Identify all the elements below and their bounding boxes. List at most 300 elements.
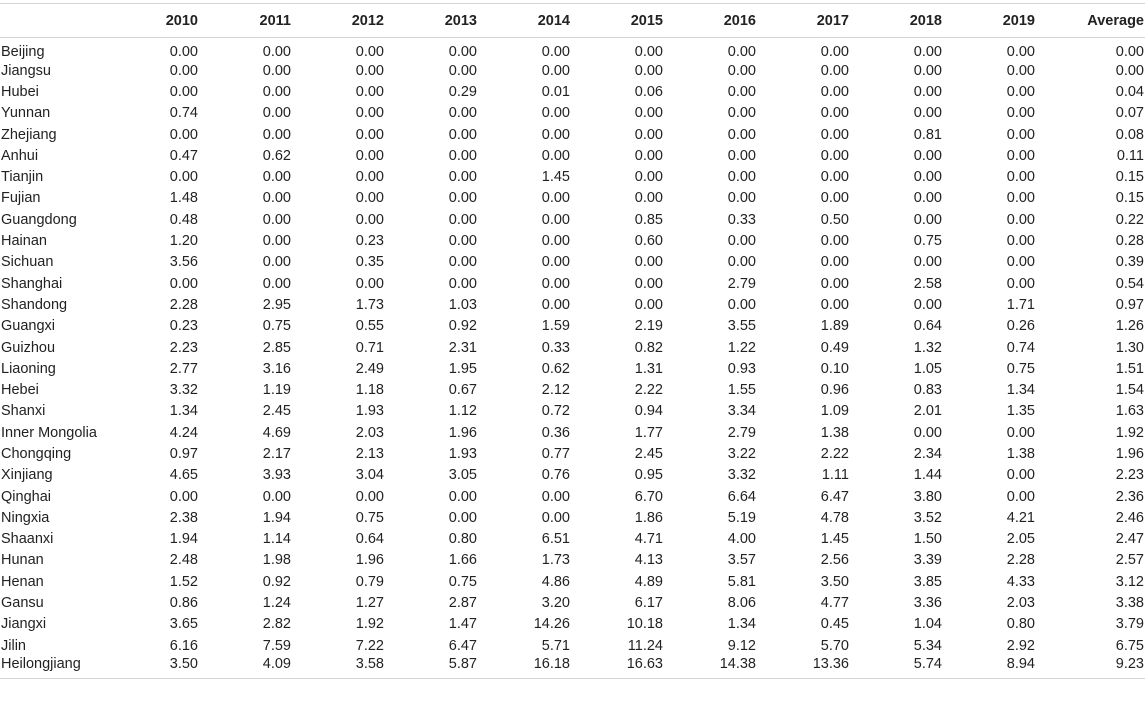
column-header: 2017: [761, 4, 854, 38]
table-cell: 0.95: [634, 467, 663, 484]
table-cell: 0.07: [1115, 105, 1144, 122]
table-cell: 1.48: [169, 190, 198, 207]
table-cell: 0.62: [262, 147, 291, 164]
column-header: 2018: [854, 4, 947, 38]
table-cell: 2.95: [262, 296, 291, 313]
table-cell: 1.44: [913, 467, 942, 484]
table-cell: 1.55: [727, 382, 756, 399]
table-cell: 1.38: [820, 424, 849, 441]
table-cell: 0.00: [355, 147, 384, 164]
row-label: Anhui: [1, 147, 39, 164]
table-cell: 2.23: [169, 339, 198, 356]
table-cell: 0.92: [262, 573, 291, 590]
table-cell: 2.19: [634, 318, 663, 335]
table-cell: 2.45: [262, 403, 291, 420]
table-row: [0, 188, 1145, 209]
table-cell: 6.64: [727, 488, 756, 505]
table-cell: 0.00: [820, 275, 849, 292]
table-cell: 4.09: [203, 656, 296, 679]
row-label: Qinghai: [1, 488, 51, 505]
table-cell: 0.00: [820, 233, 849, 250]
table-cell: 5.34: [913, 637, 942, 654]
table-cell: 0.00: [727, 147, 756, 164]
table-cell: 0.35: [355, 254, 384, 271]
table-cell: 0.00: [262, 233, 291, 250]
table-cell: 1.59: [541, 318, 570, 335]
row-label: Hainan: [1, 233, 47, 250]
table-row: [0, 379, 1145, 400]
table-cell: 13.36: [761, 656, 854, 679]
table-row: [0, 465, 1145, 486]
table-cell: 4.33: [1006, 573, 1035, 590]
row-label: Beijing: [1, 44, 45, 60]
table-cell: 0.00: [169, 44, 198, 60]
table-cell: 3.50: [110, 656, 203, 679]
table-cell: 6.47: [820, 488, 849, 505]
row-label: Fujian: [1, 190, 41, 207]
table-cell: 0.00: [634, 105, 663, 122]
table-row: [0, 252, 1145, 273]
table-row: [0, 486, 1145, 507]
table-cell: 3.05: [448, 467, 477, 484]
table-cell: 9.12: [727, 637, 756, 654]
table-cell: 1.45: [820, 531, 849, 548]
table-cell: 0.00: [355, 275, 384, 292]
table-cell: 1.34: [169, 403, 198, 420]
table-cell: 2.22: [634, 382, 663, 399]
table-cell: 1.24: [262, 595, 291, 612]
table-cell: 0.00: [169, 275, 198, 292]
table-cell: 0.00: [634, 44, 663, 60]
table-cell: 3.20: [541, 595, 570, 612]
table-cell: 0.00: [727, 296, 756, 313]
table-cell: 0.33: [541, 339, 570, 356]
table-cell: 0.00: [820, 169, 849, 186]
table-cell: 1.32: [913, 339, 942, 356]
table-cell: 0.00: [262, 83, 291, 100]
table-cell: 2.31: [448, 339, 477, 356]
table-cell: 1.73: [355, 296, 384, 313]
table-cell: 0.23: [169, 318, 198, 335]
table-cell: 0.00: [820, 254, 849, 271]
table-cell: 10.18: [626, 616, 663, 633]
table-cell: 1.63: [1115, 403, 1144, 420]
table-cell: 2.56: [820, 552, 849, 569]
table-cell: 0.00: [1006, 467, 1035, 484]
table-cell: 0.00: [541, 296, 570, 313]
table-cell: 16.18: [482, 656, 575, 679]
table-cell: 0.47: [169, 147, 198, 164]
table-cell: 1.92: [355, 616, 384, 633]
table-cell: 2.28: [169, 296, 198, 313]
row-label: Hubei: [1, 83, 39, 100]
table-row: [0, 401, 1145, 422]
table-cell: 3.79: [1115, 616, 1144, 633]
table-cell: 8.06: [727, 595, 756, 612]
table-cell: 0.49: [820, 339, 849, 356]
table-cell: 0.00: [448, 254, 477, 271]
table-cell: 0.74: [169, 105, 198, 122]
table-row: [0, 124, 1145, 145]
table-cell: 2.17: [262, 445, 291, 462]
table-cell: 0.00: [727, 169, 756, 186]
row-label: Shanxi: [1, 403, 46, 420]
table-cell: 0.00: [262, 275, 291, 292]
column-header: 2016: [668, 4, 761, 38]
column-header: 2012: [296, 4, 389, 38]
table-row: [0, 60, 1145, 81]
table-cell: 3.93: [262, 467, 291, 484]
column-header: 2014: [482, 4, 575, 38]
table-cell: 2.79: [727, 424, 756, 441]
table-cell: 0.00: [820, 296, 849, 313]
table-cell: 0.00: [634, 169, 663, 186]
table-cell: 3.32: [727, 467, 756, 484]
table-cell: 0.00: [727, 126, 756, 143]
data-table: [0, 3, 1145, 679]
table-cell: 1.38: [1006, 445, 1035, 462]
table-cell: 0.92: [448, 318, 477, 335]
table-cell: 8.94: [947, 656, 1040, 679]
row-label: Zhejiang: [1, 126, 57, 143]
table-cell: 4.78: [820, 509, 849, 526]
table-cell: 2.23: [1115, 467, 1144, 484]
table-row: [0, 358, 1145, 379]
table-cell: 3.39: [913, 552, 942, 569]
table-cell: 0.00: [1006, 126, 1035, 143]
table-cell: 0.39: [1115, 254, 1144, 271]
table-header: [0, 4, 1145, 38]
table-cell: 0.00: [169, 169, 198, 186]
table-cell: 0.00: [913, 147, 942, 164]
table-cell: 1.96: [355, 552, 384, 569]
table-cell: 0.79: [355, 573, 384, 590]
table-cell: 0.00: [1006, 190, 1035, 207]
table-cell: 0.64: [913, 318, 942, 335]
table-cell: 9.23: [1040, 656, 1145, 679]
table-cell: 0.00: [727, 254, 756, 271]
table-cell: 0.26: [1006, 318, 1035, 335]
table-row: [0, 635, 1145, 656]
table-cell: 0.00: [262, 254, 291, 271]
table-cell: 4.71: [634, 531, 663, 548]
table-cell: 4.65: [169, 467, 198, 484]
table-row: [0, 443, 1145, 464]
table-cell: 0.00: [262, 211, 291, 228]
table-cell: 1.50: [913, 531, 942, 548]
table-cell: 0.00: [820, 83, 849, 100]
table-cell: 1.47: [448, 616, 477, 633]
table-cell: 0.00: [262, 169, 291, 186]
table-cell: 1.66: [448, 552, 477, 569]
column-header: 2011: [203, 4, 296, 38]
table-cell: 0.28: [1115, 233, 1144, 250]
table-cell: 0.00: [541, 62, 570, 79]
table-cell: 7.59: [262, 637, 291, 654]
table-cell: 1.93: [355, 403, 384, 420]
table-cell: 2.45: [634, 445, 663, 462]
table-cell: 0.54: [1115, 275, 1144, 292]
table-row: [0, 273, 1145, 294]
table-cell: 0.00: [355, 105, 384, 122]
table-cell: 0.00: [1115, 44, 1144, 60]
table-cell: 0.00: [634, 126, 663, 143]
table-cell: 0.96: [820, 382, 849, 399]
table-cell: 1.71: [1006, 296, 1035, 313]
row-label: Liaoning: [1, 360, 56, 377]
table-cell: 1.12: [448, 403, 477, 420]
table-cell: 0.64: [355, 531, 384, 548]
table-cell: 0.00: [727, 62, 756, 79]
table-cell: 5.70: [820, 637, 849, 654]
table-cell: 2.01: [913, 403, 942, 420]
table-cell: 0.00: [1006, 488, 1035, 505]
table-cell: 1.94: [262, 509, 291, 526]
table-cell: 4.89: [634, 573, 663, 590]
table-cell: 0.04: [1115, 83, 1144, 100]
table-cell: 0.08: [1115, 126, 1144, 143]
table-cell: 0.67: [448, 382, 477, 399]
table-cell: 0.00: [634, 147, 663, 164]
table-cell: 4.21: [1006, 509, 1035, 526]
table-cell: 0.48: [169, 211, 198, 228]
table-cell: 1.93: [448, 445, 477, 462]
table-cell: 0.00: [169, 126, 198, 143]
table-cell: 0.00: [448, 211, 477, 228]
table-cell: 1.09: [820, 403, 849, 420]
row-label: Shaanxi: [1, 531, 54, 548]
table-cell: 1.03: [448, 296, 477, 313]
table-cell: 0.00: [541, 509, 570, 526]
table-cell: 0.00: [1006, 233, 1035, 250]
row-label: Guangdong: [1, 211, 77, 228]
table-cell: 0.00: [820, 126, 849, 143]
table-cell: 1.52: [169, 573, 198, 590]
table-cell: 4.13: [634, 552, 663, 569]
table-cell: 1.35: [1006, 403, 1035, 420]
table-cell: 0.00: [355, 211, 384, 228]
table-cell: 1.54: [1115, 382, 1144, 399]
table-cell: 0.75: [355, 509, 384, 526]
row-label: Jiangxi: [1, 616, 47, 633]
table-body: [0, 38, 1145, 679]
row-label: Hunan: [1, 552, 44, 569]
table-row: [0, 614, 1145, 635]
table-cell: 2.36: [1115, 488, 1144, 505]
table-cell: 1.30: [1115, 339, 1144, 356]
table-cell: 3.22: [727, 445, 756, 462]
table-cell: 0.00: [820, 44, 849, 60]
table-cell: 1.51: [1115, 360, 1144, 377]
table-row: [0, 103, 1145, 124]
table-cell: 0.00: [913, 211, 942, 228]
column-header: 2015: [575, 4, 668, 38]
table-cell: 0.85: [634, 211, 663, 228]
table-cell: 0.00: [355, 190, 384, 207]
table-cell: 14.38: [668, 656, 761, 679]
table-cell: 3.16: [262, 360, 291, 377]
table-cell: 6.70: [634, 488, 663, 505]
column-header: 2019: [947, 4, 1040, 38]
column-header: 2010: [110, 4, 203, 38]
table-cell: 2.46: [1115, 509, 1144, 526]
table-cell: 3.04: [355, 467, 384, 484]
table-cell: 0.01: [541, 83, 570, 100]
table-cell: 0.00: [262, 105, 291, 122]
table-cell: 0.10: [820, 360, 849, 377]
table-cell: 0.81: [913, 126, 942, 143]
table-cell: 0.93: [727, 360, 756, 377]
row-label: Hebei: [1, 382, 39, 399]
row-label: Guangxi: [1, 318, 56, 335]
table-cell: 4.86: [541, 573, 570, 590]
table-cell: 2.49: [355, 360, 384, 377]
table-cell: 0.00: [448, 147, 477, 164]
row-label: Inner Mongolia: [1, 424, 97, 441]
table-cell: 5.74: [854, 656, 947, 679]
table-cell: 2.58: [913, 275, 942, 292]
table-cell: 1.96: [1115, 445, 1144, 462]
table-cell: 0.15: [1115, 190, 1144, 207]
table-cell: 1.05: [913, 360, 942, 377]
header-corner: [0, 4, 110, 38]
table-row: [0, 294, 1145, 315]
table-row: [0, 592, 1145, 613]
table-cell: 1.11: [821, 467, 849, 484]
table-cell: 0.11: [1116, 147, 1144, 164]
table-cell: 0.00: [913, 254, 942, 271]
table-cell: 4.77: [820, 595, 849, 612]
table-cell: 0.00: [820, 62, 849, 79]
table-cell: 1.92: [1115, 424, 1144, 441]
table-cell: 3.36: [913, 595, 942, 612]
table-cell: 6.17: [634, 595, 663, 612]
table-row: [0, 81, 1145, 102]
table-cell: 0.00: [262, 44, 291, 60]
table-row: [0, 571, 1145, 592]
row-label: Gansu: [1, 595, 44, 612]
table-cell: 3.65: [169, 616, 198, 633]
table-cell: 2.92: [1006, 637, 1035, 654]
table-cell: 3.58: [296, 656, 389, 679]
table-row: [0, 529, 1145, 550]
table-cell: 2.77: [169, 360, 198, 377]
table-cell: 0.00: [355, 62, 384, 79]
table-cell: 0.75: [262, 318, 291, 335]
table-cell: 0.00: [541, 233, 570, 250]
table-cell: 0.00: [727, 44, 756, 60]
table-cell: 0.00: [727, 83, 756, 100]
table-cell: 3.38: [1115, 595, 1144, 612]
row-label: Shandong: [1, 296, 68, 313]
table-row: [0, 337, 1145, 358]
table-cell: 0.77: [541, 445, 570, 462]
table-cell: 0.00: [448, 509, 477, 526]
table-cell: 2.87: [448, 595, 477, 612]
table-cell: 1.20: [169, 233, 198, 250]
table-cell: 1.04: [913, 616, 942, 633]
row-label: Tianjin: [1, 169, 44, 186]
table-cell: 0.00: [913, 62, 942, 79]
table-cell: 0.72: [541, 403, 570, 420]
table-cell: 5.81: [727, 573, 756, 590]
table-cell: 1.96: [448, 424, 477, 441]
table-cell: 0.00: [1006, 62, 1035, 79]
table-cell: 3.52: [913, 509, 942, 526]
table-cell: 0.00: [262, 488, 291, 505]
table-cell: 0.45: [820, 616, 849, 633]
table-cell: 0.00: [355, 126, 384, 143]
table-cell: 0.00: [448, 275, 477, 292]
table-cell: 0.00: [541, 105, 570, 122]
table-cell: 0.00: [913, 296, 942, 313]
table-cell: 0.86: [169, 595, 198, 612]
table-cell: 3.57: [727, 552, 756, 569]
table-cell: 0.00: [1006, 169, 1035, 186]
table-cell: 16.63: [575, 656, 668, 679]
table-cell: 14.26: [533, 616, 570, 633]
table-cell: 0.00: [913, 83, 942, 100]
table-cell: 0.00: [1006, 105, 1035, 122]
table-cell: 0.62: [541, 360, 570, 377]
table-cell: 3.12: [1115, 573, 1144, 590]
table-cell: 0.71: [355, 339, 384, 356]
table-row: [0, 230, 1145, 251]
table-cell: 1.19: [262, 382, 291, 399]
table-row: [0, 145, 1145, 166]
row-label: Xinjiang: [1, 467, 53, 484]
table-cell: 6.47: [448, 637, 477, 654]
table-cell: 0.00: [448, 44, 477, 60]
table-row: [0, 422, 1145, 443]
table-cell: 0.00: [1006, 83, 1035, 100]
table-cell: 0.00: [634, 62, 663, 79]
row-label: Henan: [1, 573, 44, 590]
table-cell: 0.15: [1115, 169, 1144, 186]
table-cell: 0.00: [634, 254, 663, 271]
table-cell: 0.82: [634, 339, 663, 356]
table-cell: 3.34: [727, 403, 756, 420]
table-cell: 2.22: [820, 445, 849, 462]
table-cell: 0.00: [634, 190, 663, 207]
table-cell: 0.00: [448, 62, 477, 79]
table-cell: 3.50: [820, 573, 849, 590]
table-cell: 0.80: [448, 531, 477, 548]
row-label: Yunnan: [1, 105, 51, 122]
table-cell: 6.75: [1115, 637, 1144, 654]
table-cell: 0.00: [169, 83, 198, 100]
table-cell: 3.55: [727, 318, 756, 335]
table-cell: 2.05: [1006, 531, 1035, 548]
table-cell: 1.89: [820, 318, 849, 335]
table-cell: 0.00: [913, 44, 942, 60]
table-cell: 3.56: [169, 254, 198, 271]
table-row: [0, 550, 1145, 571]
table-cell: 0.00: [820, 105, 849, 122]
table-cell: 1.26: [1115, 318, 1144, 335]
table-cell: 0.00: [727, 105, 756, 122]
table-cell: 6.16: [169, 637, 198, 654]
table-cell: 11.24: [627, 637, 663, 654]
table-row: [0, 209, 1145, 230]
table-cell: 0.75: [913, 233, 942, 250]
table-cell: 0.00: [448, 105, 477, 122]
table-cell: 4.69: [262, 424, 291, 441]
row-label: Guizhou: [1, 339, 56, 356]
table-cell: 0.00: [541, 488, 570, 505]
table-cell: 0.83: [913, 382, 942, 399]
table-row: [0, 507, 1145, 528]
